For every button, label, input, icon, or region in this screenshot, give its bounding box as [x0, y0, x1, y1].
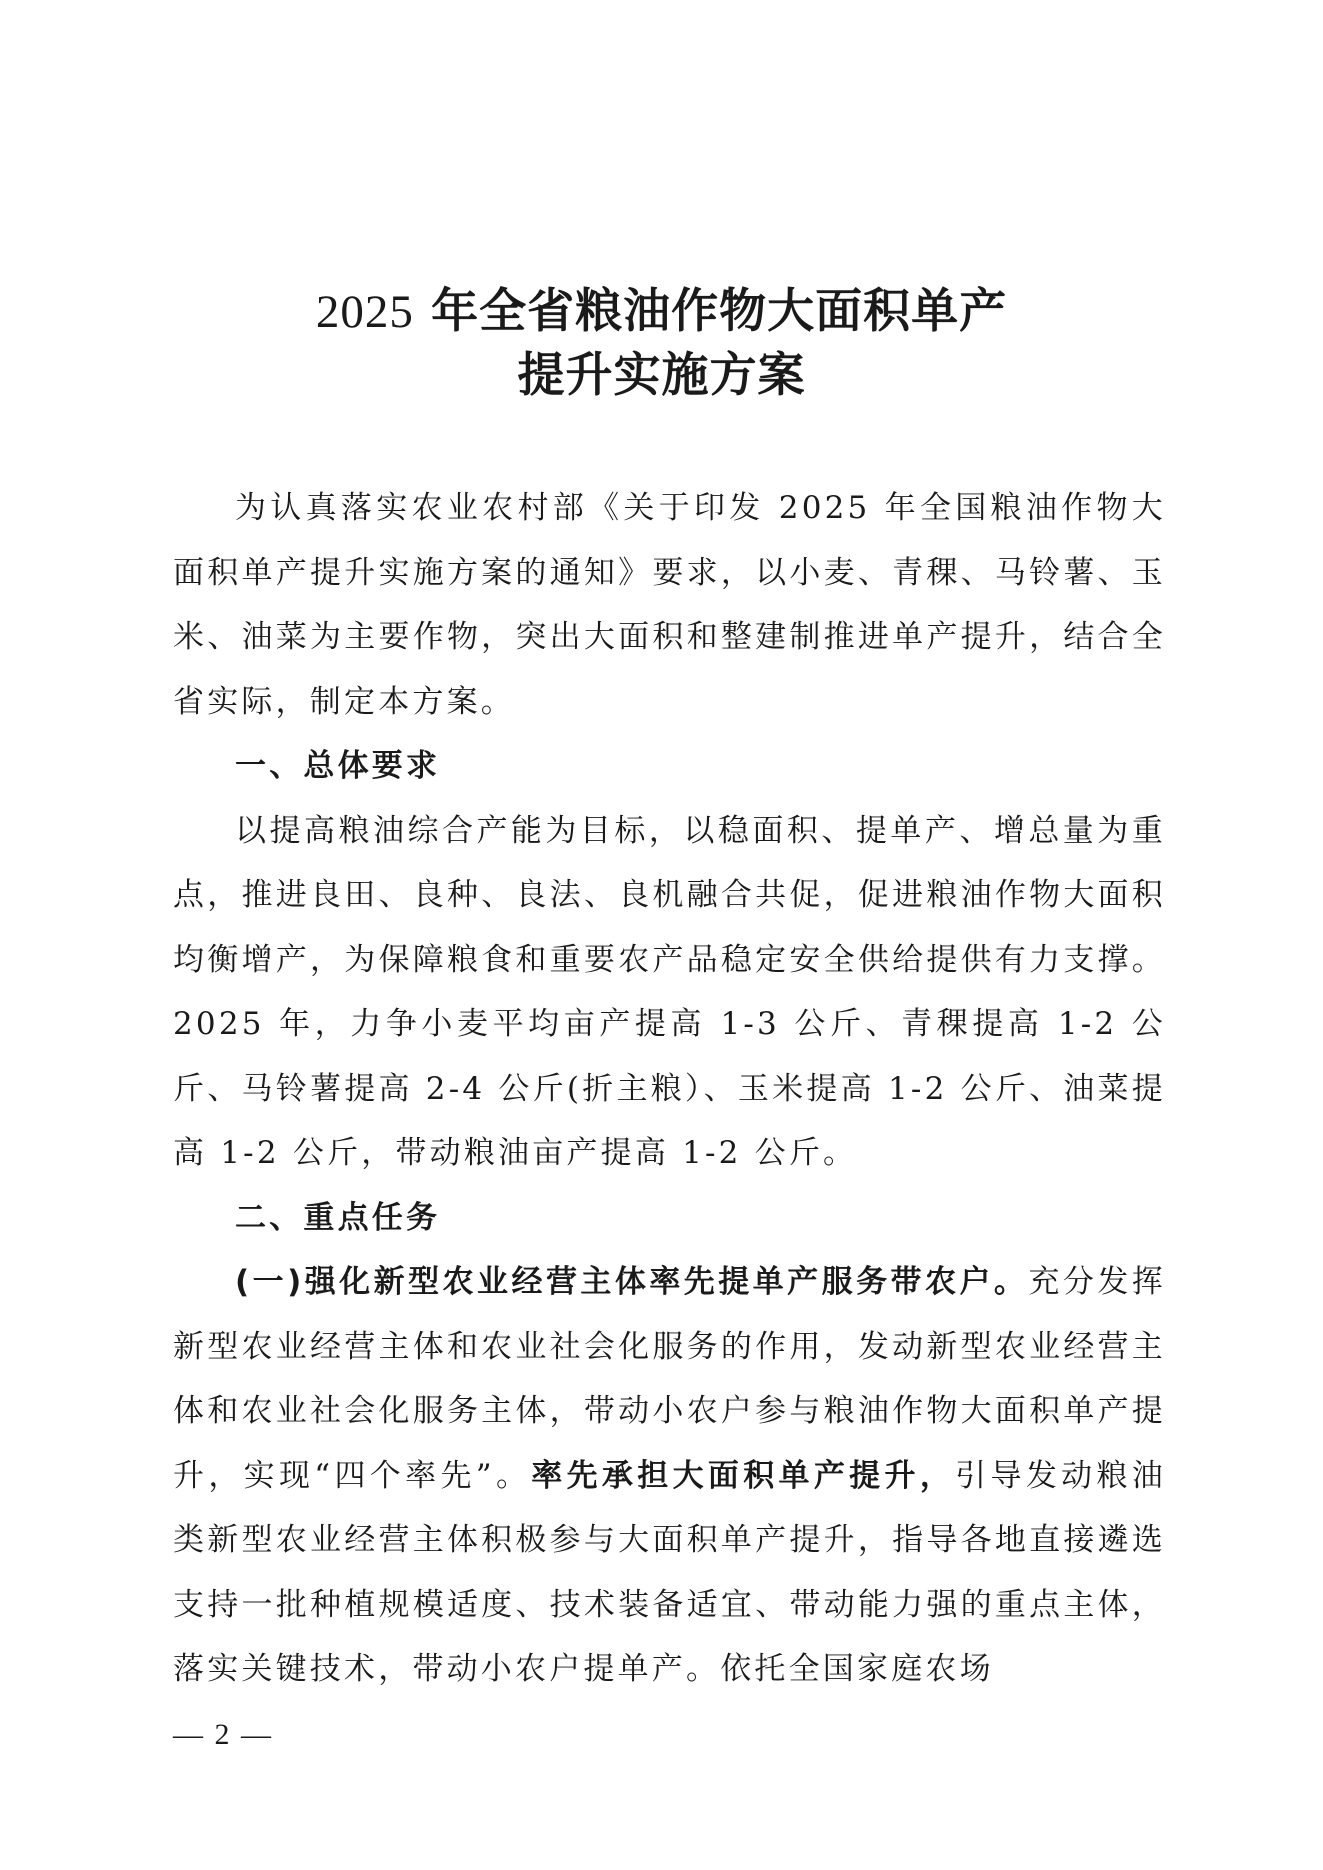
key-task-1-lead: (一)强化新型农业经营主体率先提单产服务带农户。 [235, 1264, 1029, 1300]
section-heading-key-tasks: 二、重点任务 [235, 1199, 441, 1236]
title-year: 2025 [315, 286, 414, 338]
key-task-1-subheading: 率先承担大面积单产提升， [531, 1457, 956, 1494]
general-requirements-paragraph: 以提高粮油综合产能为目标，以稳面积、提单产、增总量为重点，推进良田、良种、良法、良机融合共促，促进粮油作物大面积均衡增产，为保障粮食和重要农产品稳定安全供给提供有力支撑。2025 年，力争小麦平均亩产提高 1-3 公斤、青稞提高 1-2 公斤、马铃薯提高 2-4 公斤(折主粮）、玉米提高 1-2 公斤、油菜提高 1-2 公斤，带动粮油亩产提高 1-2 公斤。 [173, 812, 1166, 1171]
key-task-1-text-b: 引导发动粮油类新型农业经营主体积极参与大面积单产提升，指导各地直接遴选支持一批种植规模适度、技术装备适宜、带动能力强的重点主体，落实关键技术，带动小农户提单产。依托全国家庭农场 [173, 1457, 1166, 1687]
document-body [173, 476, 1166, 1702]
page-number: — 2 — [173, 1718, 273, 1751]
intro-paragraph: 为认真落实农业农村部《关于印发 2025 年全国粮油作物大面积单产提升实施方案的通知》要求，以小麦、青稞、马铃薯、玉米、油菜为主要作物，突出大面积和整建制推进单产提升，结合全省实际，制定本方案。 [173, 490, 1166, 720]
document-title-line2: 提升实施方案 [517, 348, 806, 403]
key-task-1-paragraph [173, 1250, 1166, 1702]
title-line1-text: 年全省粮油作物大面积单产 [413, 284, 1008, 339]
key-task-1-text-a: 充分发挥新型农业经营主体和农业社会化服务的作用，发动新型农业经营主体和农业社会化服务主体，带动小农户参与粮油作物大面积单产提升，实现“四个率先”。 [173, 1264, 1166, 1494]
section-heading-general-requirements: 一、总体要求 [235, 748, 441, 784]
document-title-line1 [0, 283, 1323, 341]
